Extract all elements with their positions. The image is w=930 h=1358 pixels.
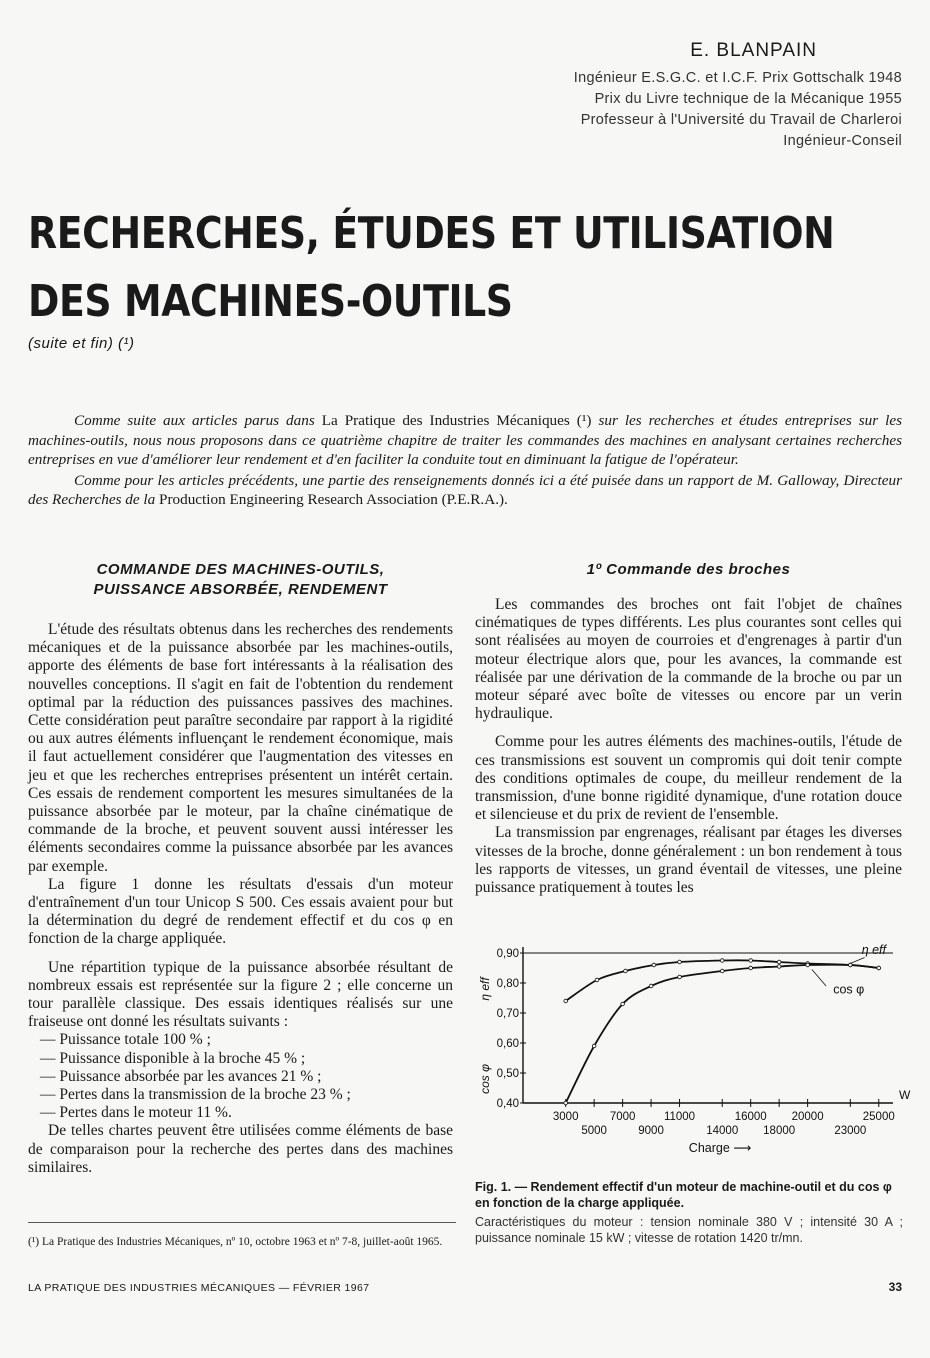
list-item: — Puissance disponible à la broche 45 % ; [40, 1050, 453, 1068]
author-credential: Ingénieur E.S.G.C. et I.C.F. Prix Gottschalk 1948 [573, 70, 902, 86]
caption-specs: Caractéristiques du moteur : tension nominale 380 V ; intensité 30 A ; puissance nominale 15 kW ; vitesse de rotation 1420 tr/mn. [475, 1215, 903, 1245]
data-point [749, 959, 753, 963]
footnote: (¹) La Pratique des Industries Mécaniques, nº 10, octobre 1963 et nº 7-8, juillet-août 1965. [28, 1236, 443, 1248]
section-heading [28, 560, 453, 600]
intro-italic: Comme suite aux articles parus dans [74, 412, 315, 429]
data-point [564, 1101, 568, 1105]
intro-paragraph-2 [28, 471, 902, 510]
intro-block [28, 411, 902, 511]
x-tick-label: 11000 [663, 1111, 696, 1123]
footnote-divider [28, 1222, 456, 1223]
intro-italic: Recherches de la [52, 491, 156, 508]
data-point [849, 963, 853, 967]
left-column [28, 560, 453, 1177]
right-column [475, 560, 902, 897]
journal-name: La Pratique des Industries Mécaniques [321, 412, 570, 429]
footnote-ref: (¹) [576, 412, 592, 429]
data-point [720, 959, 724, 963]
data-point [678, 960, 682, 964]
section-heading-line: PUISSANCE ABSORBÉE, RENDEMENT [93, 581, 388, 598]
x-tick-label: 3000 [552, 1111, 579, 1123]
y-tick-label: 0,40 [496, 1098, 519, 1110]
series-label-eta: η eff [861, 943, 887, 957]
data-point [564, 999, 568, 1003]
x-axis-label: Charge ⟶ [688, 1141, 752, 1155]
data-point [621, 1002, 625, 1006]
data-point [652, 963, 656, 967]
list-item: — Puissance totale 100 % ; [40, 1031, 453, 1049]
x-unit-label: W [899, 1088, 911, 1102]
y-axis-label-cos: cos φ [478, 1064, 492, 1094]
paragraph: La transmission par engrenages, réalisant par étages les diverses vitesses de la broche, donne généralement : un bon rendement à tous les rapports de vitesses, un grand éventail de vitesses, une pleine puissance pratiquement à toutes les [475, 824, 902, 897]
x-tick-label: 9000 [638, 1125, 664, 1137]
list-item: — Puissance absorbée par les avances 21 % ; [40, 1068, 453, 1086]
author-block [482, 40, 902, 152]
paragraph: Une répartition typique de la puissance absorbée résultant de nombreux essais est représentée sur la figure 2 ; elle concerne un tour parallèle classique. Des essais identiques réalisés sur une fraiseuse ont donné les résultats suivants : [28, 958, 453, 1031]
title-line-1: RECHERCHES, ÉTUDES ET UTILISATION [28, 208, 835, 259]
caption-title: Fig. 1. — Rendement effectif d'un moteur de machine-outil et du cos φ en fonction de la charge appliquée. [475, 1180, 892, 1210]
title-line-2: DES MACHINES-OUTILS [28, 276, 513, 327]
paragraph: L'étude des résultats obtenus dans les recherches des rendements mécaniques et de la puissance absorbée par les machines-outils, apporte des éléments de base fort intéressants à la réalisation des nouvelles conceptions. Il s'agit en fait de l'obtention du rendement optimal par la réduction des puissances passives des machines. Cette considération peut paraître secondaire par rapport à la rigidité ou aux autres éléments influençant le rendement économique, mais il faut actuellement considérer que l'augmentation des vitesses en jeu et que les recherches entreprises présentent un intérêt certain. Ces essais de rendement comportent les mesures simultanées de la puissance absorbée par le moteur, par la chaîne cinématique de commande de la broche, et peuvent souvent aussi intéresser les éléments secondaires comme la puissance absorbée par les avances par exemple. [28, 621, 453, 875]
leader-line [850, 958, 864, 964]
x-tick-label: 16000 [734, 1111, 767, 1123]
data-point [777, 960, 781, 964]
x-tick-label: 7000 [609, 1111, 636, 1123]
cos-phi-series-line [566, 965, 879, 1103]
x-tick-label: 5000 [581, 1125, 607, 1137]
x-tick-label: 23000 [834, 1125, 867, 1137]
author-name: E. BLANPAIN [690, 40, 817, 61]
leader-line [812, 970, 826, 987]
list-item: — Pertes dans la transmission de la broche 23 % ; [40, 1086, 453, 1104]
figure-caption [475, 1180, 903, 1246]
association-name: Production Engineering Research Association (P.E.R.A.). [159, 491, 508, 508]
eta-eff-series-line [566, 960, 879, 1001]
paragraph: Les commandes des broches ont fait l'objet de chaînes cinématiques de types différents. Les plus courantes sont celles qui sont réalisées au moyen de courroies et d'engrenages à partir d'un moteur électrique alors que, pour les avances, la commande est réalisée par une dérivation de la commande de la broche ou par un moteur séparé avec boîte de vitesses ou encore par un verin hydraulique. [475, 596, 902, 723]
y-tick-label: 0,60 [496, 1038, 519, 1050]
y-tick-label: 0,90 [496, 948, 519, 960]
figure-1-chart [475, 935, 911, 1175]
data-point [624, 969, 628, 973]
list-item: — Pertes dans le moteur 11 %. [40, 1104, 453, 1122]
article-subtitle: (suite et fin) (¹) [28, 335, 135, 352]
data-point [749, 966, 753, 970]
y-tick-label: 0,70 [496, 1008, 519, 1020]
data-point [777, 965, 781, 969]
intro-paragraph-1 [28, 411, 902, 470]
paragraph: De telles chartes peuvent être utilisées comme éléments de base de comparaison pour la recherche des pertes dans des machines similaires. [28, 1122, 453, 1176]
x-tick-label: 14000 [706, 1125, 739, 1137]
paragraph: Comme pour les autres éléments des machines-outils, l'étude de ces transmissions est souvent un compromis qui doit tenir compte des conditions optimales de coupe, du meilleur rendement de la transmission, d'une bonne rigidité dynamique, d'une rotation douce et silencieuse et du prix de revient de l'ensemble. [475, 733, 902, 824]
data-point [678, 975, 682, 979]
series-label-cos: cos φ [833, 982, 865, 997]
x-tick-label: 18000 [763, 1125, 796, 1137]
section-heading-line: COMMANDE DES MACHINES-OUTILS, [96, 561, 385, 578]
data-point [877, 966, 881, 970]
data-point [595, 978, 599, 982]
x-tick-label: 20000 [791, 1111, 824, 1123]
author-credential: Professeur à l'Université du Travail de Charleroi [580, 112, 902, 128]
power-list [28, 1031, 453, 1122]
intro-italic: Comme pour les articles précédents, une partie des renseignements donnés ici a été puisée dans un rapport de M. Galloway, Directeur des [28, 471, 902, 508]
x-tick-label: 25000 [862, 1111, 895, 1123]
article-title [28, 200, 834, 336]
author-credential: Ingénieur-Conseil [783, 133, 902, 149]
data-point [806, 963, 810, 967]
page-footer-journal: LA PRATIQUE DES INDUSTRIES MÉCANIQUES — FÉVRIER 1967 [28, 1282, 370, 1294]
data-point [592, 1044, 596, 1048]
data-point [649, 984, 653, 988]
y-tick-label: 0,80 [496, 978, 519, 990]
intro-italic: sur les recherches et études entreprises sur les machines-outils, nous nous proposons dans ce quatrième chapitre de traiter les commandes des machines en analysant certaines recherches entreprises en vue d'améliorer leur rendement et d'en faciliter la conduite tout en diminuant la fatigue de l'opérateur. [28, 412, 903, 468]
author-credential: Prix du Livre technique de la Mécanique 1955 [594, 91, 902, 107]
data-point [720, 969, 724, 973]
paragraph: La figure 1 donne les résultats d'essais d'un moteur d'entraînement d'un tour Unicop S 500. Ces essais avaient pour but la détermination du degré de rendement effectif et du cos φ en fonction de la charge appliquée. [28, 875, 453, 948]
section-heading: 1º Commande des broches [586, 561, 791, 578]
page-number: 33 [888, 1280, 902, 1294]
y-tick-label: 0,50 [496, 1068, 519, 1080]
y-axis-label-eta: η eff [478, 977, 492, 1001]
